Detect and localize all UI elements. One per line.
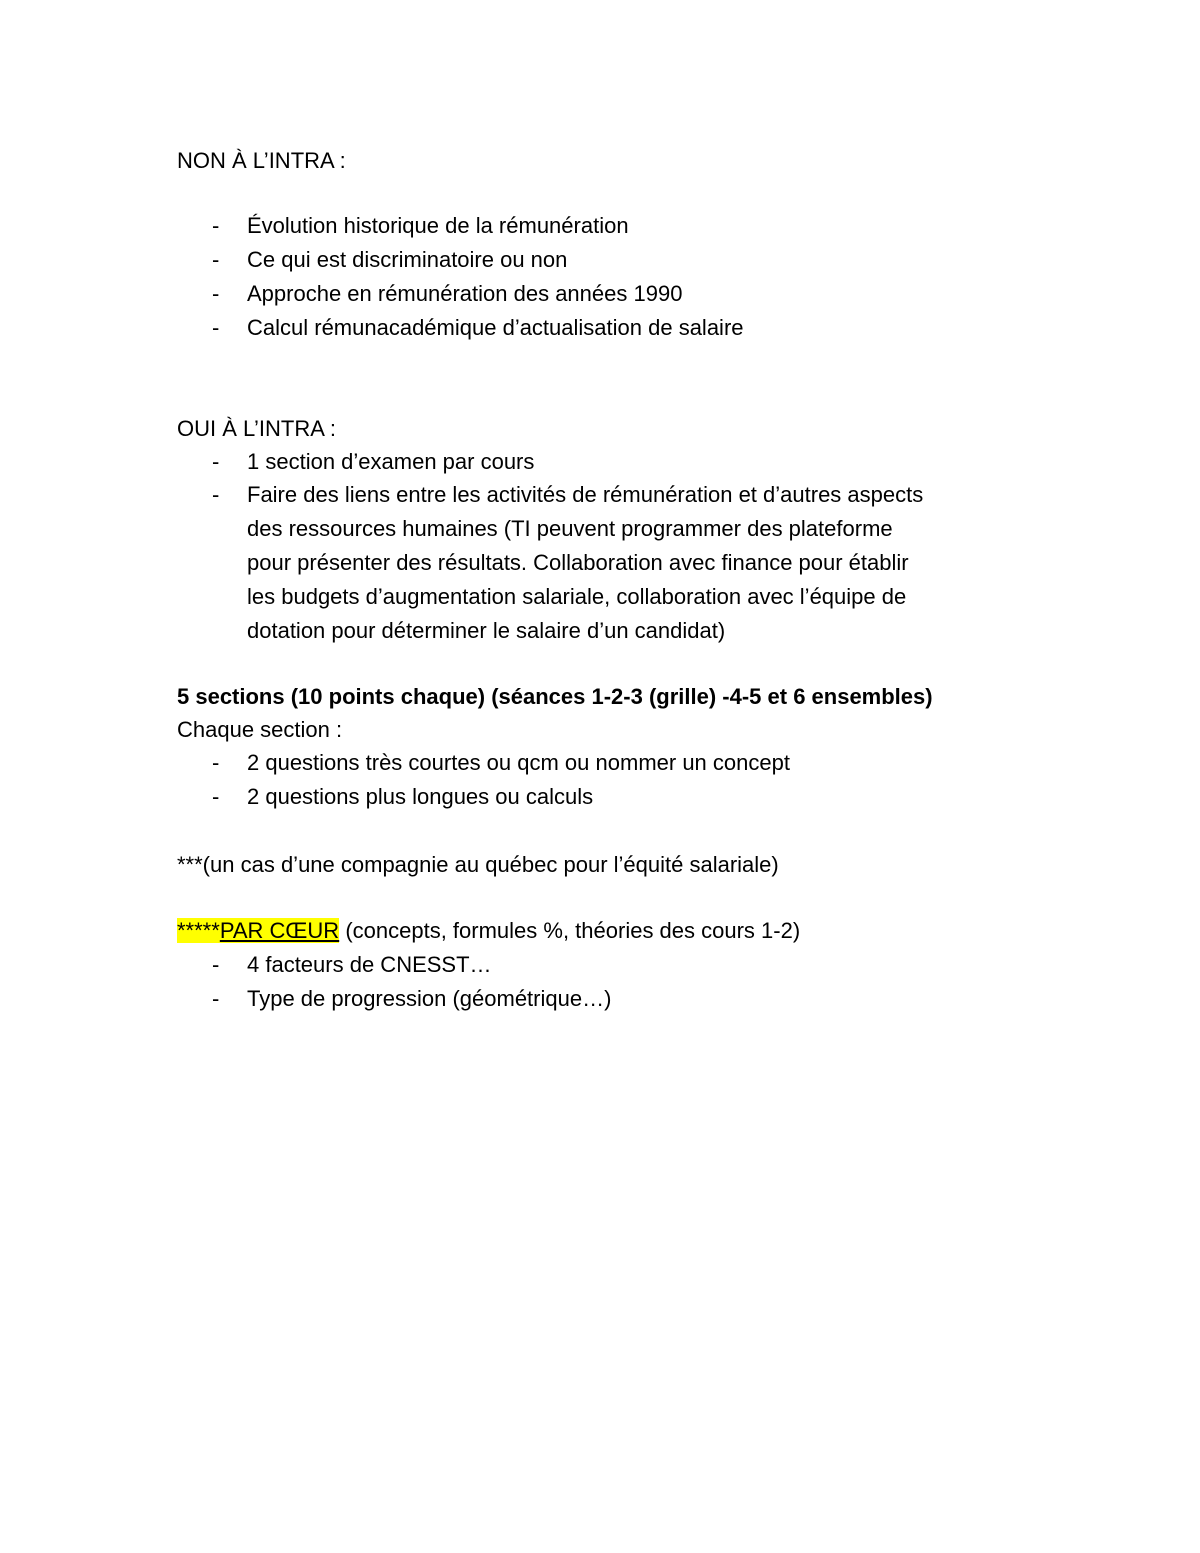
par-coeur-item (212, 951, 492, 979)
par-coeur-item (212, 985, 611, 1013)
list-item-text: 2 questions très courtes ou qcm ou nommer un concept (247, 750, 790, 775)
bullet-dash: - (212, 784, 220, 809)
list-item-text: Approche en rémunération des années 1990 (247, 281, 683, 306)
case-note: ***(un cas d’une compagnie au québec pour l’équité salariale) (177, 852, 779, 877)
bullet-dash: - (212, 213, 220, 238)
list-item-text: Type de progression (géométrique…) (247, 986, 612, 1011)
list-item-text: Évolution historique de la rémunération (247, 213, 629, 238)
section-item (212, 749, 790, 777)
oui-intra-item (212, 448, 534, 476)
sections-subtitle: Chaque section : (177, 717, 343, 742)
non-intra-heading: NON À L’INTRA : (177, 148, 346, 173)
bullet-dash: - (212, 750, 220, 775)
bullet-dash: - (212, 482, 220, 507)
sections-title: 5 sections (10 points chaque) (séances 1-2-3 (grille) -4-5 et 6 ensembles) (177, 684, 933, 709)
bullet-dash: - (212, 952, 220, 977)
list-item-text: Ce qui est discriminatoire ou non (247, 247, 568, 272)
non-intra-item (212, 212, 629, 240)
list-item-text: 1 section d’examen par cours (247, 449, 535, 474)
list-item-continuation: des ressources humaines (TI peuvent programmer des plateforme (247, 516, 893, 541)
bullet-dash: - (212, 315, 220, 340)
list-item-text: 2 questions plus longues ou calculs (247, 784, 594, 809)
section-item (212, 783, 593, 811)
oui-intra-heading: OUI À L’INTRA : (177, 416, 336, 441)
non-intra-item (212, 280, 682, 308)
list-item-text: Faire des liens entre les activités de rémunération et d’autres aspects (247, 482, 924, 507)
list-item-continuation: les budgets d’augmentation salariale, collaboration avec l’équipe de (247, 584, 907, 609)
par-coeur-rest: (concepts, formules %, théories des cours 1-2) (339, 918, 801, 943)
non-intra-item (212, 314, 744, 342)
non-intra-item (212, 246, 567, 274)
bullet-dash: - (212, 247, 220, 272)
bullet-dash: - (212, 449, 220, 474)
highlighted-stars: ***** (177, 918, 220, 943)
list-item-text: 4 facteurs de CNESST… (247, 952, 492, 977)
bullet-dash: - (212, 986, 220, 1011)
list-item-continuation: dotation pour déterminer le salaire d’un candidat) (247, 618, 726, 643)
par-coeur-line (177, 917, 800, 945)
bullet-dash: - (212, 281, 220, 306)
highlighted-par-coeur: PAR CŒUR (219, 918, 340, 943)
list-item-continuation: pour présenter des résultats. Collaboration avec finance pour établir (247, 550, 909, 575)
oui-intra-item (212, 481, 923, 509)
list-item-text: Calcul rémunacadémique d’actualisation de salaire (247, 315, 744, 340)
